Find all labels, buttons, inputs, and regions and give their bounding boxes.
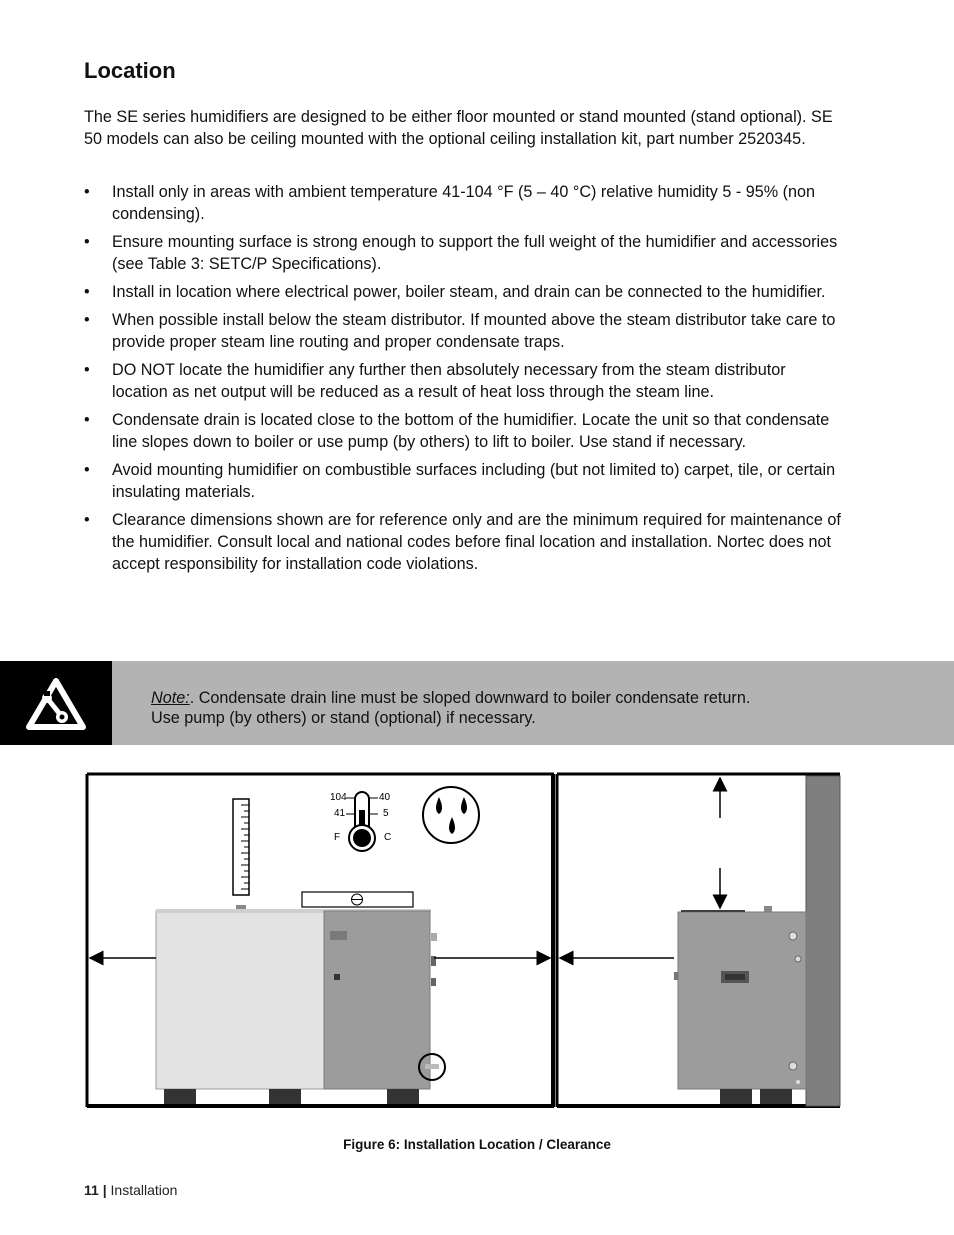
- note-line-2: Use pump (by others) or stand (optional) if necessary.: [151, 709, 536, 727]
- list-item: [84, 231, 844, 275]
- humidity-drops-icon: [423, 787, 479, 843]
- thermo-f-label: F: [334, 832, 341, 843]
- list-item-text: Clearance dimensions shown are for reference only and are the minimum required for maintenance of the humidifier. Consult local and national codes before final location and installation. Nortec does not accept responsibility for installation code violations.: [112, 511, 841, 573]
- list-item: [84, 359, 844, 403]
- requirements-list: [84, 181, 844, 581]
- warning-wrench-icon: [0, 661, 112, 745]
- humidifier-side-view: [674, 906, 806, 1104]
- level-icon: [302, 892, 413, 907]
- bullet-glyph: •: [84, 233, 90, 251]
- bullet-glyph: •: [84, 361, 90, 379]
- thermo-f-low: 41: [334, 808, 346, 819]
- note-text: [151, 688, 931, 728]
- footer-separator: |: [102, 1182, 107, 1198]
- clearance-diagram: [84, 772, 842, 1112]
- figure-caption: Figure 6: Installation Location / Clearance: [343, 1137, 611, 1152]
- section-heading: Location: [84, 58, 176, 83]
- installation-figure: [84, 772, 842, 1112]
- thermo-f-high: 104: [330, 792, 347, 803]
- thermometer-icon: [330, 792, 391, 851]
- list-item: [84, 281, 844, 303]
- page-footer: [84, 1182, 177, 1198]
- list-item-text: Install only in areas with ambient temperature 41-104 °F (5 – 40 °C) relative humidity 5 - 95% (non condensing).: [112, 183, 816, 223]
- list-item: [84, 459, 844, 503]
- thermo-c-high: 40: [379, 792, 391, 803]
- list-item-text: Install in location where electrical power, boiler steam, and drain can be connected to the humidifier.: [112, 283, 826, 301]
- list-item: [84, 509, 844, 575]
- list-item-text: DO NOT locate the humidifier any further then absolutely necessary from the steam distributor location as net output will be reduced as a result of heat loss through the steam line.: [112, 361, 786, 401]
- front-view-panel: [87, 774, 554, 1107]
- intro-paragraph: The SE series humidifiers are designed to be either floor mounted or stand mounted (stand optional). SE 50 models can also be ceiling mounted with the optional ceiling installation kit, part number 2520345.: [84, 108, 833, 148]
- note-line-1: . Condensate drain line must be sloped downward to boiler condensate return.: [189, 689, 751, 707]
- bullet-glyph: •: [84, 461, 90, 479]
- list-item: [84, 309, 844, 353]
- list-item-text: Ensure mounting surface is strong enough to support the full weight of the humidifier and accessories (see Table 3: SETC/P Specifications).: [112, 233, 838, 273]
- page-number: 11: [84, 1182, 99, 1198]
- ruler-icon: [233, 799, 249, 895]
- note-callout: [0, 661, 954, 745]
- footer-section: Installation: [110, 1182, 178, 1198]
- bullet-glyph: •: [84, 311, 90, 329]
- list-item: [84, 409, 844, 453]
- note-label: Note:: [151, 689, 190, 707]
- list-item-text: Avoid mounting humidifier on combustible surfaces including (but not limited to) carpet, tile, or certain insulating materials.: [112, 461, 836, 501]
- side-view-panel: [557, 774, 840, 1107]
- wall-section: [806, 776, 840, 1106]
- bullet-glyph: •: [84, 283, 90, 301]
- thermo-c-label: C: [384, 832, 392, 843]
- note-icon-box: [0, 661, 112, 745]
- list-item-text: When possible install below the steam distributor. If mounted above the steam distributor take care to provide proper steam line routing and proper condensate traps.: [112, 311, 836, 351]
- thermo-c-low: 5: [383, 808, 389, 819]
- bullet-glyph: •: [84, 511, 90, 529]
- list-item-text: Condensate drain is located close to the bottom of the humidifier. Locate the unit so that condensate line slopes down to boiler or use pump (by others) to lift to boiler. Use stand if necessary.: [112, 411, 830, 451]
- bullet-glyph: •: [84, 411, 90, 429]
- list-item: [84, 181, 844, 225]
- bullet-glyph: •: [84, 183, 90, 201]
- humidifier-front-view: [156, 905, 445, 1104]
